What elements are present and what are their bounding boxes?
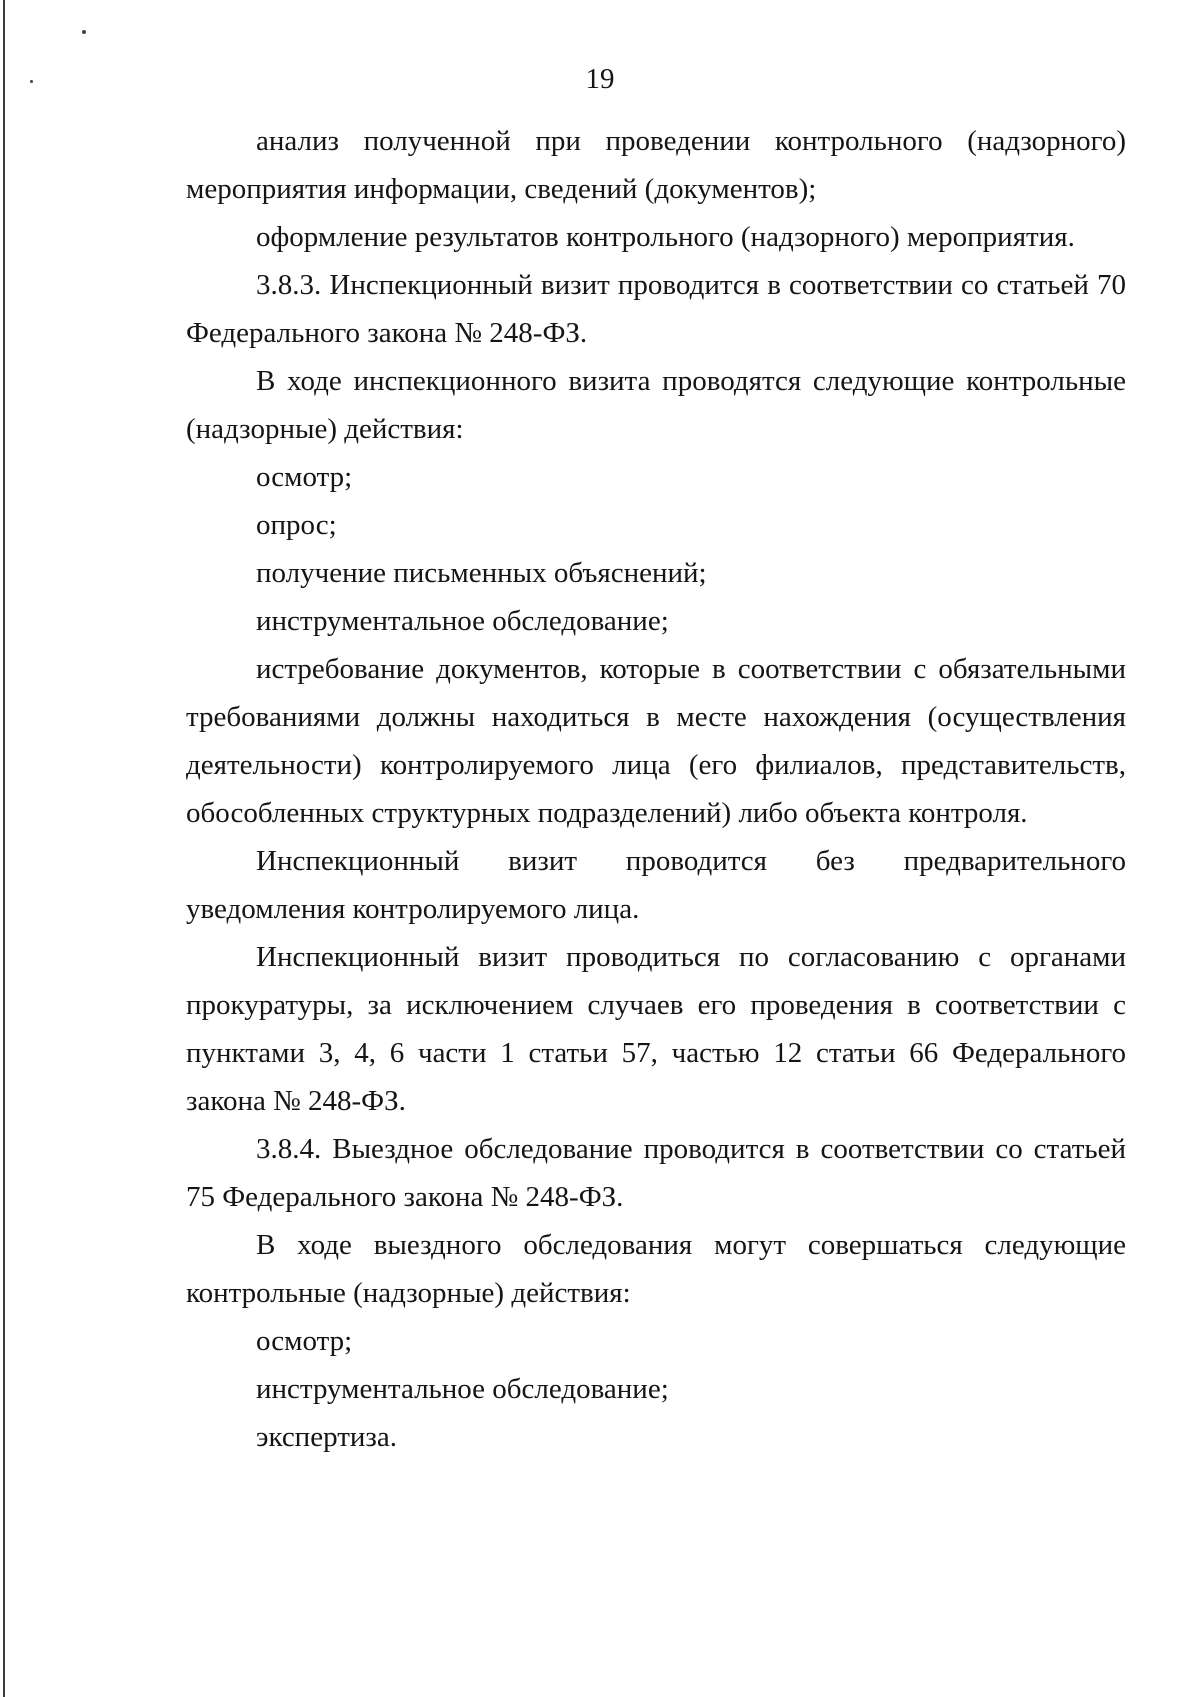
scan-speck: [82, 30, 86, 34]
section-paragraph: 3.8.3. Инспекционный визит проводится в соответствии со статьей 70 Федерального закона № 248-ФЗ.: [186, 269, 1126, 349]
paragraph: Инспекционный визит проводится без предварительного уведомления контролируемого лица.: [186, 845, 1126, 925]
paragraph: В ходе инспекционного визита проводятся следующие контрольные (надзорные) действия:: [186, 365, 1126, 445]
paragraph: В ходе выездного обследования могут совершаться следующие контрольные (надзорные) действия:: [186, 1229, 1126, 1309]
list-item: инструментальное обследование;: [256, 605, 669, 637]
document-body: [186, 117, 1126, 1461]
list-item: опрос;: [256, 509, 337, 541]
list-item: осмотр;: [256, 1325, 353, 1357]
page-number: 19: [585, 63, 615, 95]
section-paragraph: 3.8.4. Выездное обследование проводится в соответствии со статьей 75 Федерального закона № 248-ФЗ.: [186, 1133, 1126, 1213]
list-item: инструментальное обследование;: [256, 1373, 669, 1405]
list-item: истребование документов, которые в соответствии с обязательными требованиями должны находиться в месте нахождения (осуществления деятельности) контролируемого лица (его филиалов, представительств, обособленных структурных подразделений) либо объекта контроля.: [186, 653, 1126, 829]
paragraph: Инспекционный визит проводиться по согласованию с органами прокуратуры, за исключением случаев его проведения в соответствии с пунктами 3, 4, 6 части 1 статьи 57, частью 12 статьи 66 Федерального закона № 248-ФЗ.: [186, 941, 1126, 1117]
list-item: экспертиза.: [256, 1421, 397, 1453]
list-item: получение письменных объяснений;: [256, 557, 707, 589]
paragraph: анализ полученной при проведении контрольного (надзорного) мероприятия информации, сведений (документов);: [186, 125, 1126, 205]
paragraph: оформление результатов контрольного (надзорного) мероприятия.: [256, 221, 1075, 253]
scan-left-edge: [3, 0, 5, 1697]
list-item: осмотр;: [256, 461, 353, 493]
